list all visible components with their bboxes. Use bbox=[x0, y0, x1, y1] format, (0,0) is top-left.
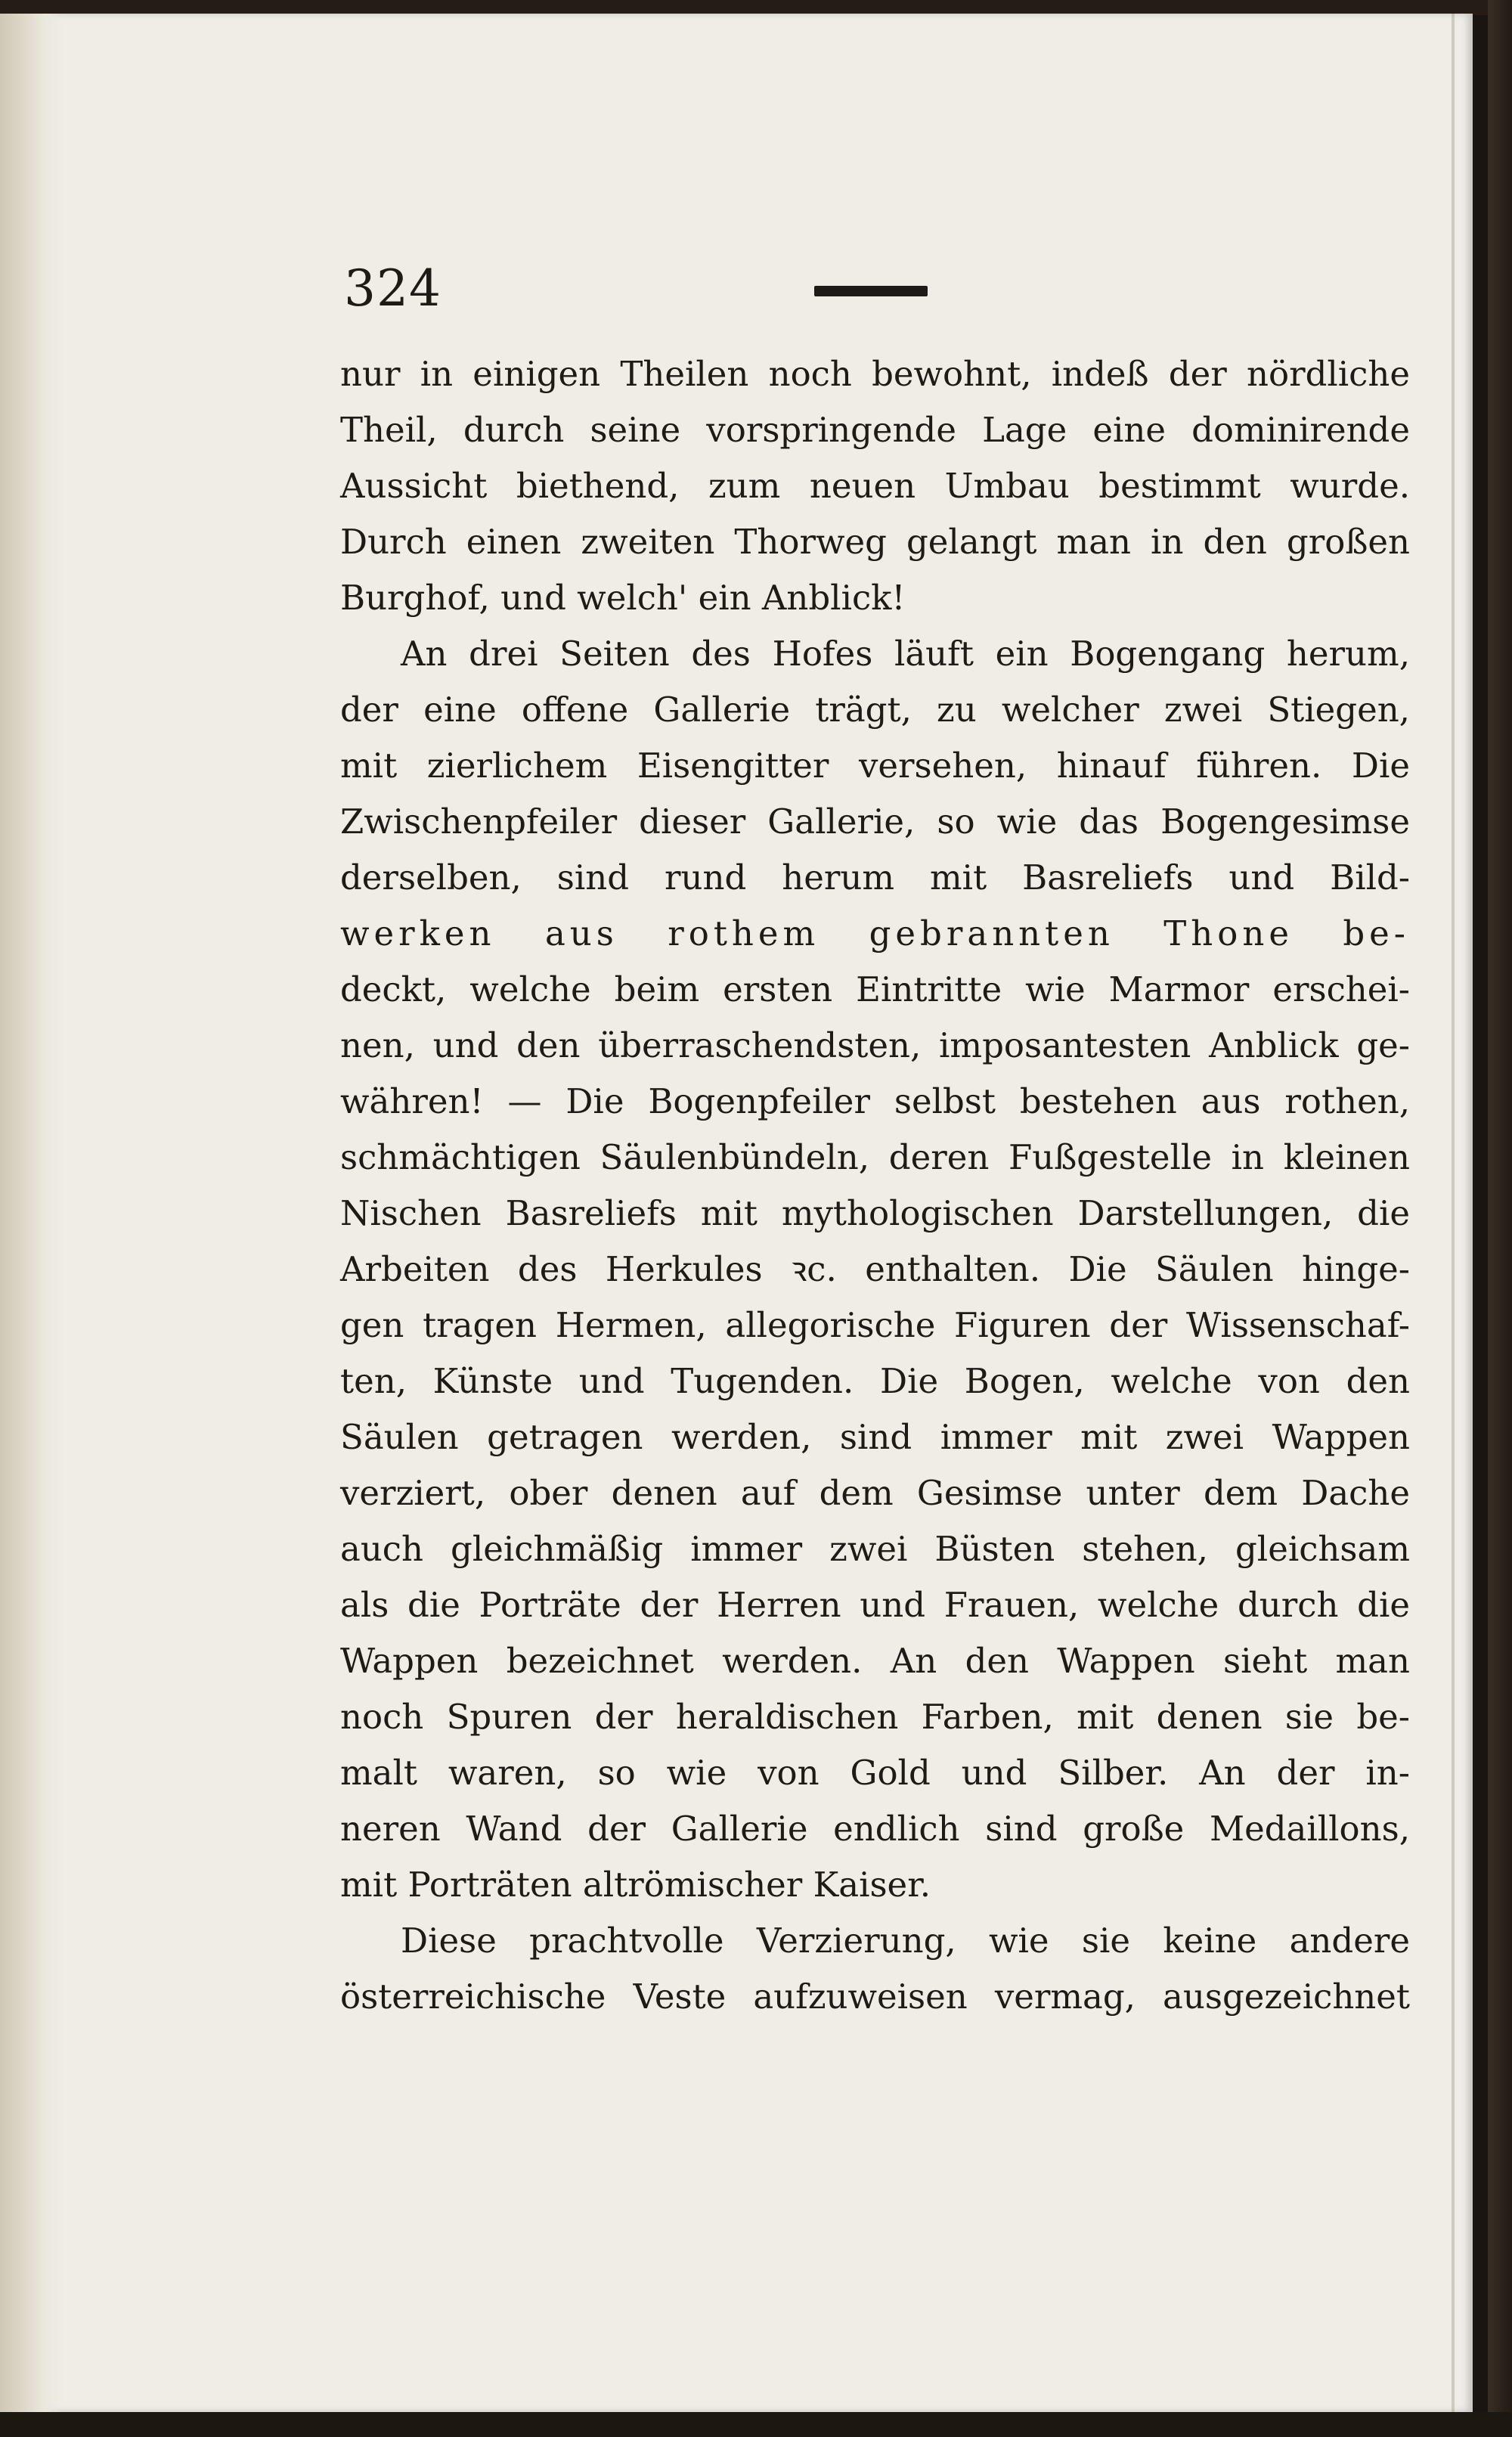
text-line: nur in einigen Theilen noch bewohnt, indeß der nördliche bbox=[340, 354, 1410, 394]
text-line: neren Wand der Gallerie endlich sind große Medaillons, bbox=[340, 1809, 1410, 1849]
text-line: mit zierlichem Eisengitter versehen, hinauf führen. Die bbox=[340, 746, 1410, 786]
scan-border-bottom bbox=[0, 2412, 1512, 2437]
page-edge bbox=[1452, 14, 1455, 2412]
page-number: 324 bbox=[344, 259, 442, 318]
text-line: Diese prachtvolle Verzierung, wie sie keine andere bbox=[401, 1921, 1410, 1961]
text-line: Arbeiten des Herkules ꝛc. enthalten. Die Säulen hinge- bbox=[340, 1249, 1410, 1289]
book-page bbox=[0, 14, 1473, 2412]
text-line: auch gleichmäßig immer zwei Büsten stehen, gleichsam bbox=[340, 1529, 1410, 1569]
text-line: derselben, sind rund herum mit Basreliefs und Bild- bbox=[340, 857, 1410, 898]
text-line: währen! — Die Bogenpfeiler selbst bestehen aus rothen, bbox=[340, 1081, 1410, 1121]
text-line: Zwischenpfeiler dieser Gallerie, so wie das Bogengesimse bbox=[340, 801, 1410, 842]
text-line: gen tragen Hermen, allegorische Figuren der Wissenschaf- bbox=[340, 1305, 1410, 1345]
text-line: Aussicht biethend, zum neuen Umbau bestimmt wurde. bbox=[340, 466, 1410, 506]
body-text bbox=[340, 346, 1410, 2055]
text-line: österreichische Veste aufzuweisen vermag, ausgezeichnet bbox=[340, 1977, 1410, 2017]
running-header bbox=[0, 14, 1473, 331]
text-line: werken aus rothem gebrannten Thone be- bbox=[340, 913, 1410, 953]
header-rule bbox=[814, 286, 928, 296]
text-line: mit Porträten altrömischer Kaiser. bbox=[340, 1865, 931, 1905]
scan-border-top bbox=[0, 0, 1512, 15]
scan-border-right bbox=[1488, 0, 1512, 2437]
text-line: verziert, ober denen auf dem Gesimse unter dem Dache bbox=[340, 1473, 1410, 1513]
text-line: Burghof, und welch' ein Anblick! bbox=[340, 578, 906, 618]
text-line: Theil, durch seine vorspringende Lage eine dominirende bbox=[340, 410, 1410, 450]
text-line: schmächtigen Säulenbündeln, deren Fußgestelle in kleinen bbox=[340, 1137, 1410, 1177]
text-line: Durch einen zweiten Thorweg gelangt man in den großen bbox=[340, 522, 1410, 562]
binding-gutter bbox=[0, 14, 64, 2412]
text-line: Nischen Basreliefs mit mythologischen Darstellungen, die bbox=[340, 1193, 1410, 1233]
text-line: nen, und den überraschendsten, imposantesten Anblick ge- bbox=[340, 1025, 1410, 1065]
text-line: An drei Seiten des Hofes läuft ein Bogengang herum, bbox=[401, 634, 1410, 674]
text-line: malt waren, so wie von Gold und Silber. An der in- bbox=[340, 1753, 1410, 1793]
text-line: noch Spuren der heraldischen Farben, mit denen sie be- bbox=[340, 1697, 1410, 1737]
text-line: Wappen bezeichnet werden. An den Wappen sieht man bbox=[340, 1641, 1410, 1681]
text-line: als die Porträte der Herren und Frauen, welche durch die bbox=[340, 1585, 1410, 1625]
text-line: Säulen getragen werden, sind immer mit zwei Wappen bbox=[340, 1417, 1410, 1457]
text-line: ten, Künste und Tugenden. Die Bogen, welche von den bbox=[340, 1361, 1410, 1401]
text-line: deckt, welche beim ersten Eintritte wie Marmor erschei- bbox=[340, 969, 1410, 1009]
text-line: der eine offene Gallerie trägt, zu welcher zwei Stiegen, bbox=[340, 690, 1410, 730]
